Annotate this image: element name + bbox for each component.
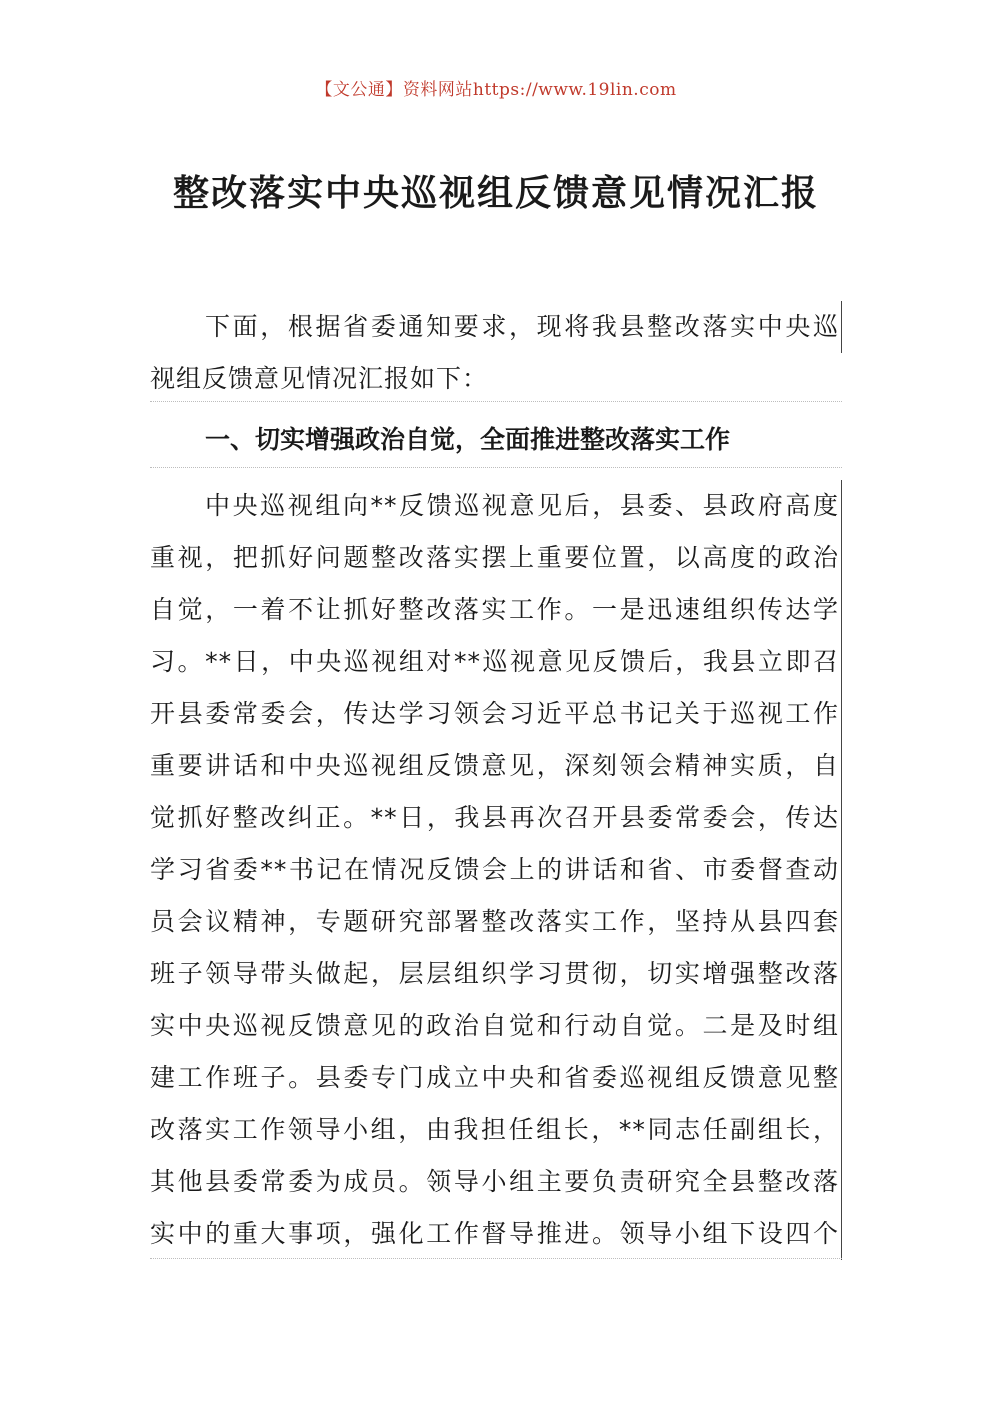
body-line: 改落实工作领导小组，由我担任组长，**同志任副组长， — [150, 1104, 842, 1156]
paragraph-divider — [150, 401, 842, 402]
body-line: 员会议精神，专题研究部署整改落实工作，坚持从县四套 — [150, 896, 842, 948]
section-heading: 一、切实增强政治自觉，全面推进整改落实工作 — [205, 425, 731, 454]
document-title: 整改落实中央巡视组反馈意见情况汇报 — [172, 172, 819, 214]
body-line: 重要讲话和中央巡视组反馈意见，深刻领会精神实质，自 — [150, 740, 842, 792]
site-header-text: 【文公通】资料网站https://www.19lin.com — [315, 80, 677, 100]
body-line: 重视，把抓好问题整改落实摆上重要位置，以高度的政治 — [150, 532, 842, 584]
body-line: 中央巡视组向**反馈巡视意见后，县委、县政府高度 — [150, 480, 842, 532]
body-line: 习。**日，中央巡视组对**巡视意见反馈后，我县立即召 — [150, 636, 842, 688]
body-line: 开县委常委会，传达学习领会习近平总书记关于巡视工作 — [150, 688, 842, 740]
page-bottom-divider — [150, 1258, 842, 1259]
body-line: 学习省委**书记在情况反馈会上的讲话和省、市委督查动 — [150, 844, 842, 896]
intro-paragraph — [150, 301, 842, 405]
body-line: 其他县委常委为成员。领导小组主要负责研究全县整改落 — [150, 1156, 842, 1208]
body-line: 实中的重大事项，强化工作督导推进。领导小组下设四个 — [150, 1208, 842, 1260]
body-line: 班子领导带头做起，层层组织学习贯彻，切实增强整改落 — [150, 948, 842, 1000]
intro-line: 视组反馈意见情况汇报如下： — [150, 364, 489, 393]
body-line: 建工作班子。县委专门成立中央和省委巡视组反馈意见整 — [150, 1052, 842, 1104]
paragraph-divider — [150, 467, 842, 468]
body-line: 自觉，一着不让抓好整改落实工作。一是迅速组织传达学 — [150, 584, 842, 636]
body-line: 实中央巡视反馈意见的政治自觉和行动自觉。二是及时组 — [150, 1000, 842, 1052]
intro-line: 下面，根据省委通知要求，现将我县整改落实中央巡 — [150, 301, 842, 353]
section-paragraph — [150, 480, 842, 1260]
body-line: 觉抓好整改纠正。**日，我县再次召开县委常委会，传达 — [150, 792, 842, 844]
